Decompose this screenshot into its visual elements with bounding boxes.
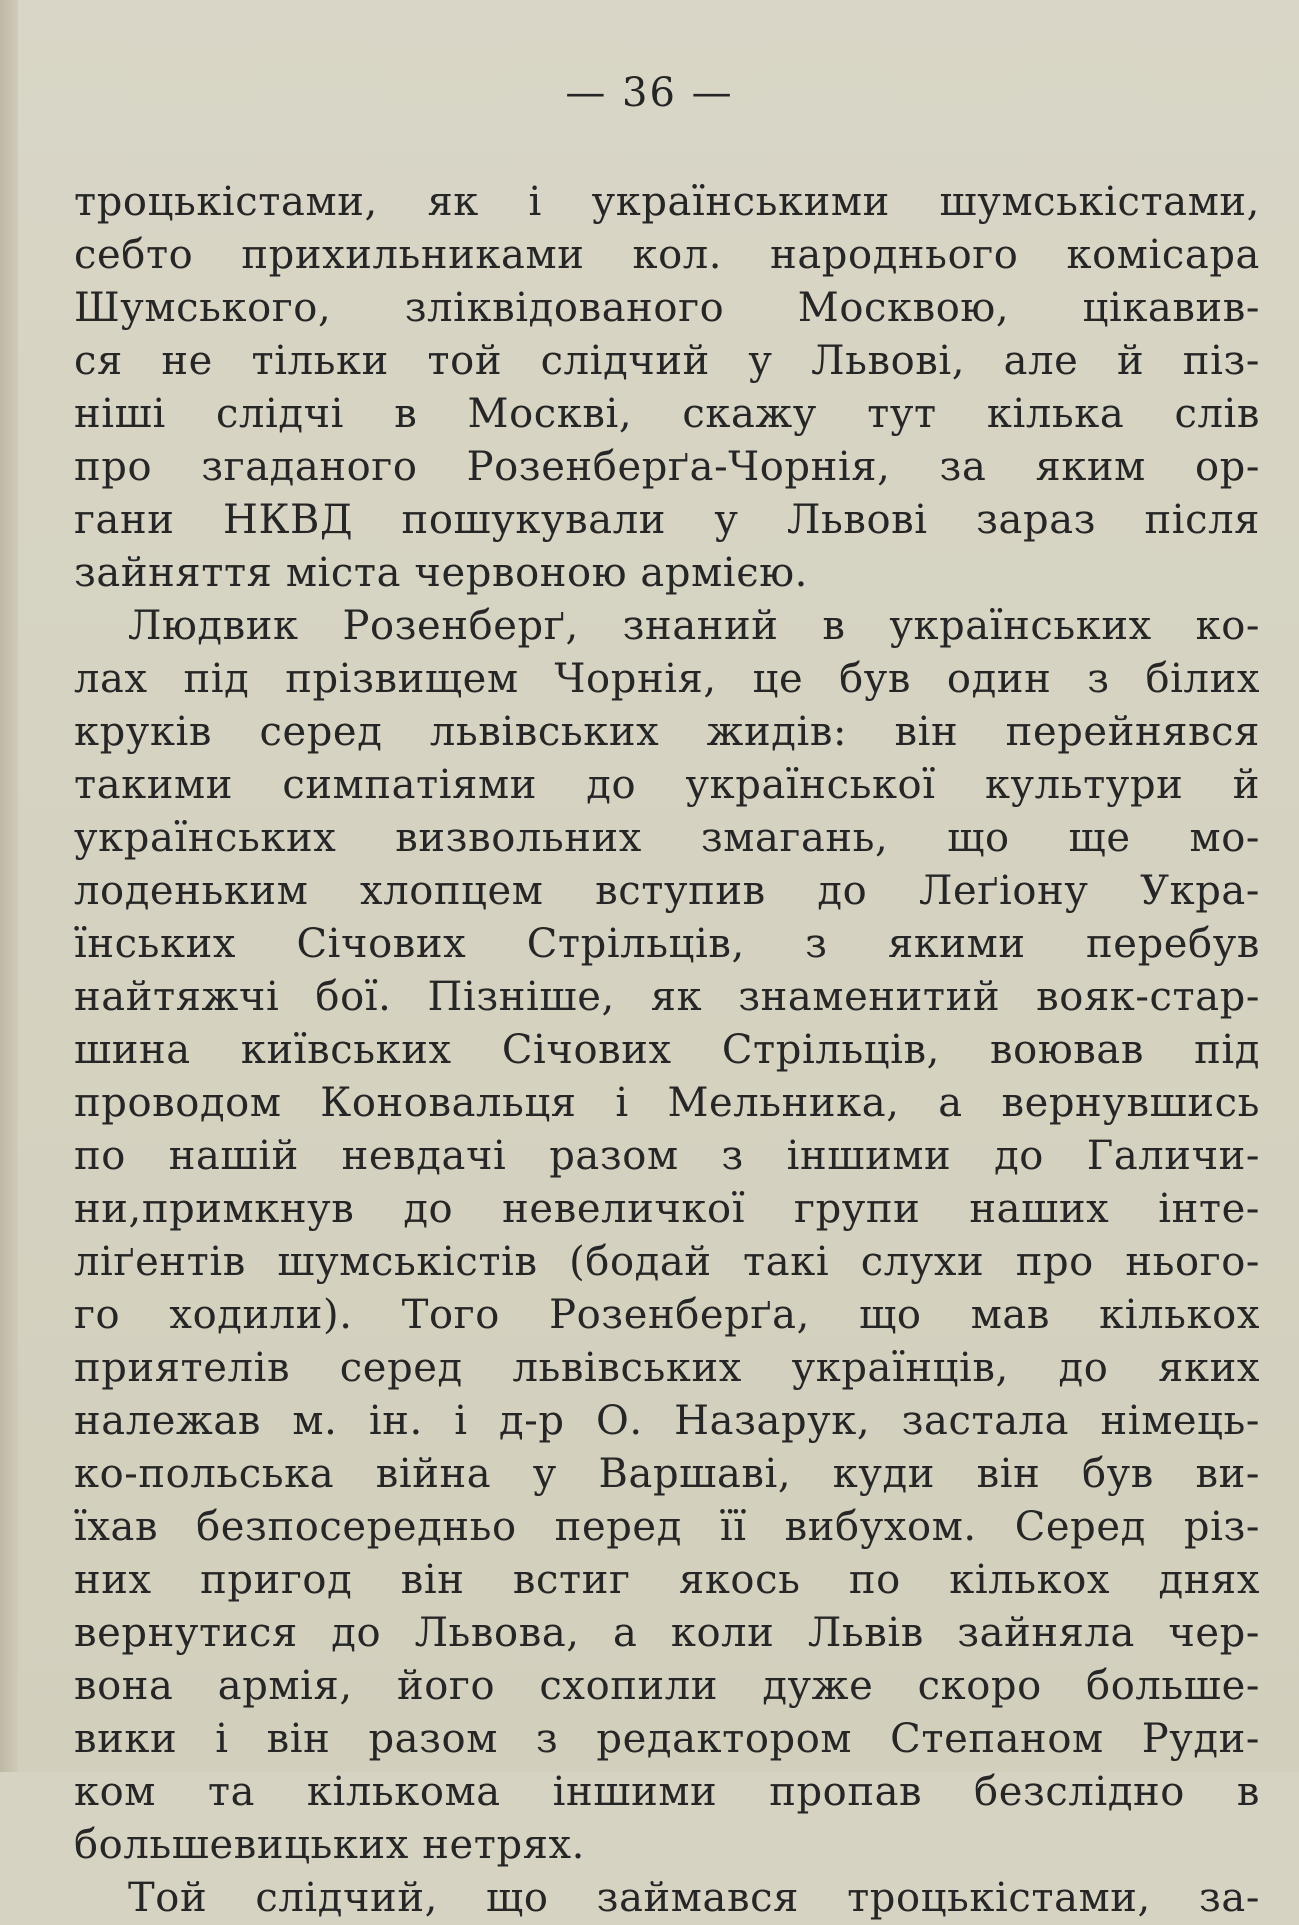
text-line: про згаданого Розенберґа-Чорнія, за яким ор- <box>74 444 1260 490</box>
text-line: них пригод він встиг якось по кількох днях <box>74 1557 1260 1603</box>
text-line: Шумського, зліквідованого Москвою, цікавив- <box>74 285 1260 331</box>
text-line: себто прихильниками кол. народнього комісара <box>74 232 1260 278</box>
text-line: вики і він разом з редактором Степаном Руди- <box>74 1716 1260 1762</box>
text-line: шина київських Січових Стрільців, воював під <box>74 1027 1260 1073</box>
text-line: круків серед львівських жидів: він перейнявся <box>74 709 1260 755</box>
text-line-paragraph-start: Людвик Розенберґ, знаний в українських ко- <box>128 603 1260 649</box>
text-line-paragraph-start: Той слідчий, що займався троцькістами, за- <box>128 1875 1260 1921</box>
text-line: лоденьким хлопцем вступив до Леґіону Укра- <box>74 868 1260 914</box>
text-line: такими симпатіями до української культури й <box>74 762 1260 808</box>
text-line: ліґентів шумськістів (бодай такі слухи про нього- <box>74 1239 1260 1285</box>
page-number: — 36 — <box>565 70 734 116</box>
page-edge-shadow <box>0 0 18 1772</box>
text-line: найтяжчі бої. Пізніше, як знаменитий вояк-стар- <box>74 974 1260 1020</box>
text-line: українських визвольних змагань, що ще мо- <box>74 815 1260 861</box>
text-line: ком та кількома іншими пропав безслідно в <box>74 1769 1260 1815</box>
text-line-paragraph-end: большевицьких нетрях. <box>74 1822 585 1868</box>
text-line: по нашій невдачі разом з іншими до Галичи- <box>74 1133 1260 1179</box>
text-line-paragraph-end: зайняття міста червоною армією. <box>74 550 808 596</box>
text-line: гани НКВД пошукували у Львові зараз після <box>74 497 1260 543</box>
text-line: належав м. ін. і д-р О. Назарук, застала німець- <box>74 1398 1260 1444</box>
text-line: ся не тільки той слідчий у Львові, але й піз- <box>74 338 1260 384</box>
text-line: приятелів серед львівських українців, до яких <box>74 1345 1260 1391</box>
text-line: проводом Коновальця і Мельника, а вернувшись <box>74 1080 1260 1126</box>
text-line: ніші слідчі в Москві, скажу тут кілька слів <box>74 391 1260 437</box>
text-line: ни,примкнув до невеличкої групи наших інте- <box>74 1186 1260 1232</box>
text-line: їнських Січових Стрільців, з якими перебув <box>74 921 1260 967</box>
text-line: го ходили). Того Розенберґа, що мав кількох <box>74 1292 1260 1338</box>
text-line: вона армія, його схопили дуже скоро большe- <box>74 1663 1260 1709</box>
text-line: троцькістами, як і українськими шумськістами, <box>74 179 1260 225</box>
text-line: лах під прізвищем Чорнія, це був один з білих <box>74 656 1260 702</box>
text-line: їхав безпосередньо перед її вибухом. Серед різ- <box>74 1504 1260 1550</box>
body-text <box>74 176 1260 1925</box>
text-line: ко-польська війна у Варшаві, куди він був ви- <box>74 1451 1260 1497</box>
text-line: вернутися до Львова, а коли Львів зайняла чер- <box>74 1610 1260 1656</box>
